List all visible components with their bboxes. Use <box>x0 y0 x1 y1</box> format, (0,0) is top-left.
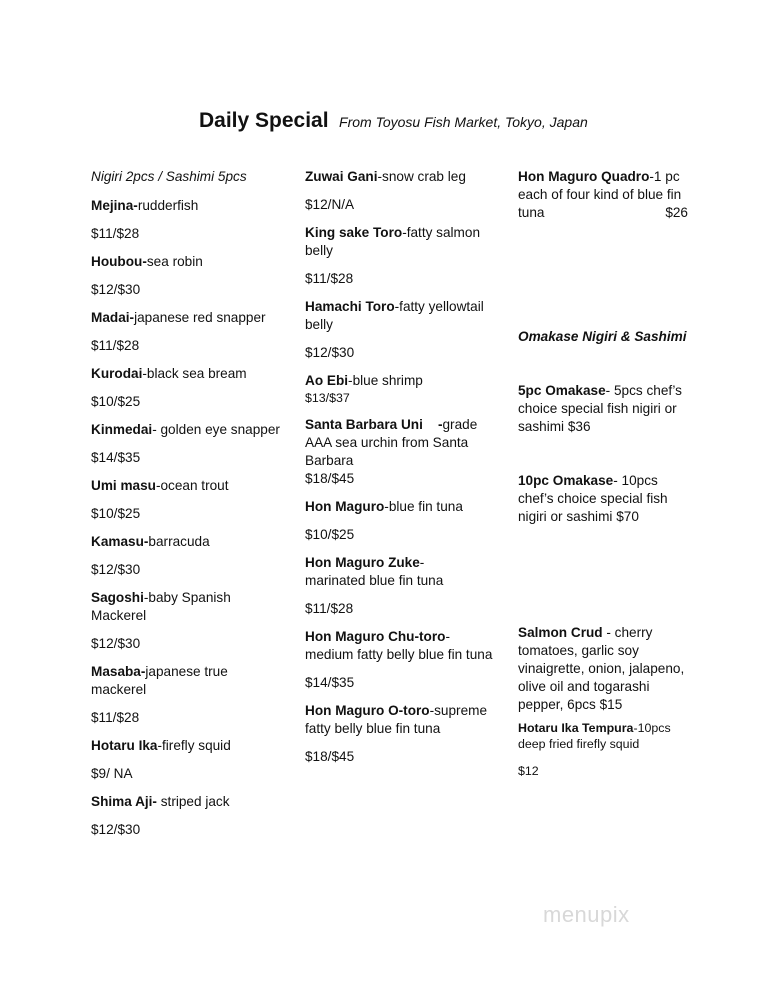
item-desc: grade AAA sea urchin from Santa Barbara <box>305 417 478 468</box>
menu-item <box>305 298 495 334</box>
item-price: $12/$30 <box>91 822 141 837</box>
item-desc: -black sea bream <box>142 366 247 381</box>
item-price: $18/$45 <box>305 471 355 486</box>
item-price: $11/$28 <box>91 710 140 725</box>
item-name: Hotaru Ika <box>91 738 158 753</box>
subtitle-text: From Toyosu Fish Market, Tokyo, Japan <box>339 114 588 130</box>
watermark-logo: menupix <box>543 902 630 927</box>
item-name: Hotaru Ika Tempura <box>518 721 634 735</box>
menu-item <box>91 253 286 271</box>
item-name: Ao Ebi <box>305 373 349 388</box>
item-name: Kinmedai <box>91 422 153 437</box>
item-desc: -fatty salmon belly <box>305 225 480 258</box>
item-price: $12/$30 <box>91 562 141 577</box>
page-title <box>199 109 588 133</box>
item-price: $11/$28 <box>305 271 354 286</box>
item-desc: barracuda <box>148 534 210 549</box>
item-desc: -ocean trout <box>155 478 229 493</box>
item-name: Houbou- <box>91 254 147 269</box>
item-name: Umi masu <box>91 478 156 493</box>
column-omakase <box>518 168 688 779</box>
item-desc: -snow crab leg <box>377 169 466 184</box>
section-heading: Nigiri 2pcs / Sashimi 5pcs <box>91 169 247 184</box>
item-desc: - 10pcs chef’s choice special fish nigiri or sashimi $70 <box>518 473 668 524</box>
item-name: Zuwai Gani <box>305 169 378 184</box>
menu-item <box>305 416 495 470</box>
menu-item <box>91 365 286 383</box>
item-desc: -1 pc each of four kind of blue fin tuna <box>518 169 682 220</box>
item-price: $14/$35 <box>91 450 141 465</box>
section-heading: Omakase Nigiri & Sashimi <box>518 329 687 344</box>
item-name: Sagoshi <box>91 590 144 605</box>
menu-item <box>305 168 495 186</box>
menu-item <box>305 372 495 390</box>
item-price: $12/$30 <box>305 345 355 360</box>
item-price: $18/$45 <box>305 749 355 764</box>
menu-item <box>305 702 495 738</box>
item-name: 10pc Omakase <box>518 473 614 488</box>
item-name: Kamasu- <box>91 534 149 549</box>
title-text: Daily Special <box>199 109 329 132</box>
menu-item-omakase-5 <box>518 382 688 436</box>
item-price: $11/$28 <box>305 601 354 616</box>
item-price: $10/$25 <box>91 394 141 409</box>
item-price: $12/$30 <box>91 282 141 297</box>
item-desc: -10pcs deep fried firefly squid <box>518 721 671 751</box>
menu-item <box>91 309 286 327</box>
item-name: Kurodai <box>91 366 143 381</box>
item-price: $12/$30 <box>91 636 141 651</box>
item-name: Hon Maguro <box>305 499 385 514</box>
item-desc: -baby Spanish Mackerel <box>91 590 231 623</box>
menu-item-salmon-crud <box>518 624 688 714</box>
menu-item-quadro <box>518 168 688 222</box>
item-price: $14/$35 <box>305 675 355 690</box>
item-name: Santa Barbara Uni - <box>305 417 443 432</box>
item-desc: -fatty yellowtail belly <box>305 299 484 332</box>
menu-item <box>91 589 286 625</box>
item-price: $12 <box>518 764 539 778</box>
item-name: Hon Maguro Quadro <box>518 169 650 184</box>
item-price: $26 <box>665 205 688 220</box>
item-name: Madai- <box>91 310 135 325</box>
item-price: $10/$25 <box>91 506 141 521</box>
column-nigiri <box>91 168 286 839</box>
item-name: King sake Toro <box>305 225 403 240</box>
menu-item <box>91 197 286 215</box>
item-price: $11/$28 <box>91 226 140 241</box>
item-desc: - 5pcs chef’s choice special fish nigiri or sashimi $36 <box>518 383 682 434</box>
menu-item <box>91 793 286 811</box>
item-desc: sea robin <box>146 254 203 269</box>
column-specials <box>305 168 495 766</box>
item-desc: rudderfish <box>137 198 199 213</box>
menu-item <box>305 554 465 590</box>
item-price: $10/$25 <box>305 527 355 542</box>
item-desc: - cherry tomatoes, garlic soy vinaigrette, onion, jalapeno, olive oil and togarashi pepper, 6pcs $15 <box>518 625 685 712</box>
item-name: Hon Maguro Zuke <box>305 555 420 570</box>
menu-item-omakase-10 <box>518 472 688 526</box>
item-desc: -firefly squid <box>157 738 231 753</box>
item-desc: -supreme fatty belly blue fin tuna <box>305 703 488 736</box>
menu-item <box>305 498 495 516</box>
menu-item <box>91 477 286 495</box>
item-name: Salmon Crud <box>518 625 603 640</box>
menu-item <box>91 421 286 439</box>
item-price: $11/$28 <box>91 338 140 353</box>
item-name: Shima Aji- <box>91 794 157 809</box>
item-desc: japanese true mackerel <box>91 664 228 697</box>
item-name: 5pc Omakase <box>518 383 606 398</box>
item-price: $9/ NA <box>91 766 133 781</box>
item-desc: -medium fatty belly blue fin tuna <box>305 629 493 662</box>
item-price: $13/$37 <box>305 391 350 405</box>
menu-item <box>91 533 286 551</box>
item-desc: -blue shrimp <box>348 373 423 388</box>
menu-item <box>305 224 495 260</box>
item-price: $12/N/A <box>305 197 355 212</box>
menu-item <box>305 628 495 664</box>
item-desc: japanese red snapper <box>134 310 266 325</box>
menu-item-hotaru-tempura <box>518 720 688 752</box>
item-desc: -blue fin tuna <box>384 499 463 514</box>
item-name: Mejina- <box>91 198 138 213</box>
item-desc: striped jack <box>156 794 230 809</box>
item-name: Hon Maguro Chu-toro <box>305 629 446 644</box>
menu-item <box>91 737 286 755</box>
item-name: Masaba- <box>91 664 146 679</box>
item-desc: - golden eye snapper <box>152 422 280 437</box>
menu-item <box>91 663 286 699</box>
item-name: Hon Maguro O-toro <box>305 703 430 718</box>
item-desc: -marinated blue fin tuna <box>305 555 444 588</box>
item-name: Hamachi Toro <box>305 299 395 314</box>
